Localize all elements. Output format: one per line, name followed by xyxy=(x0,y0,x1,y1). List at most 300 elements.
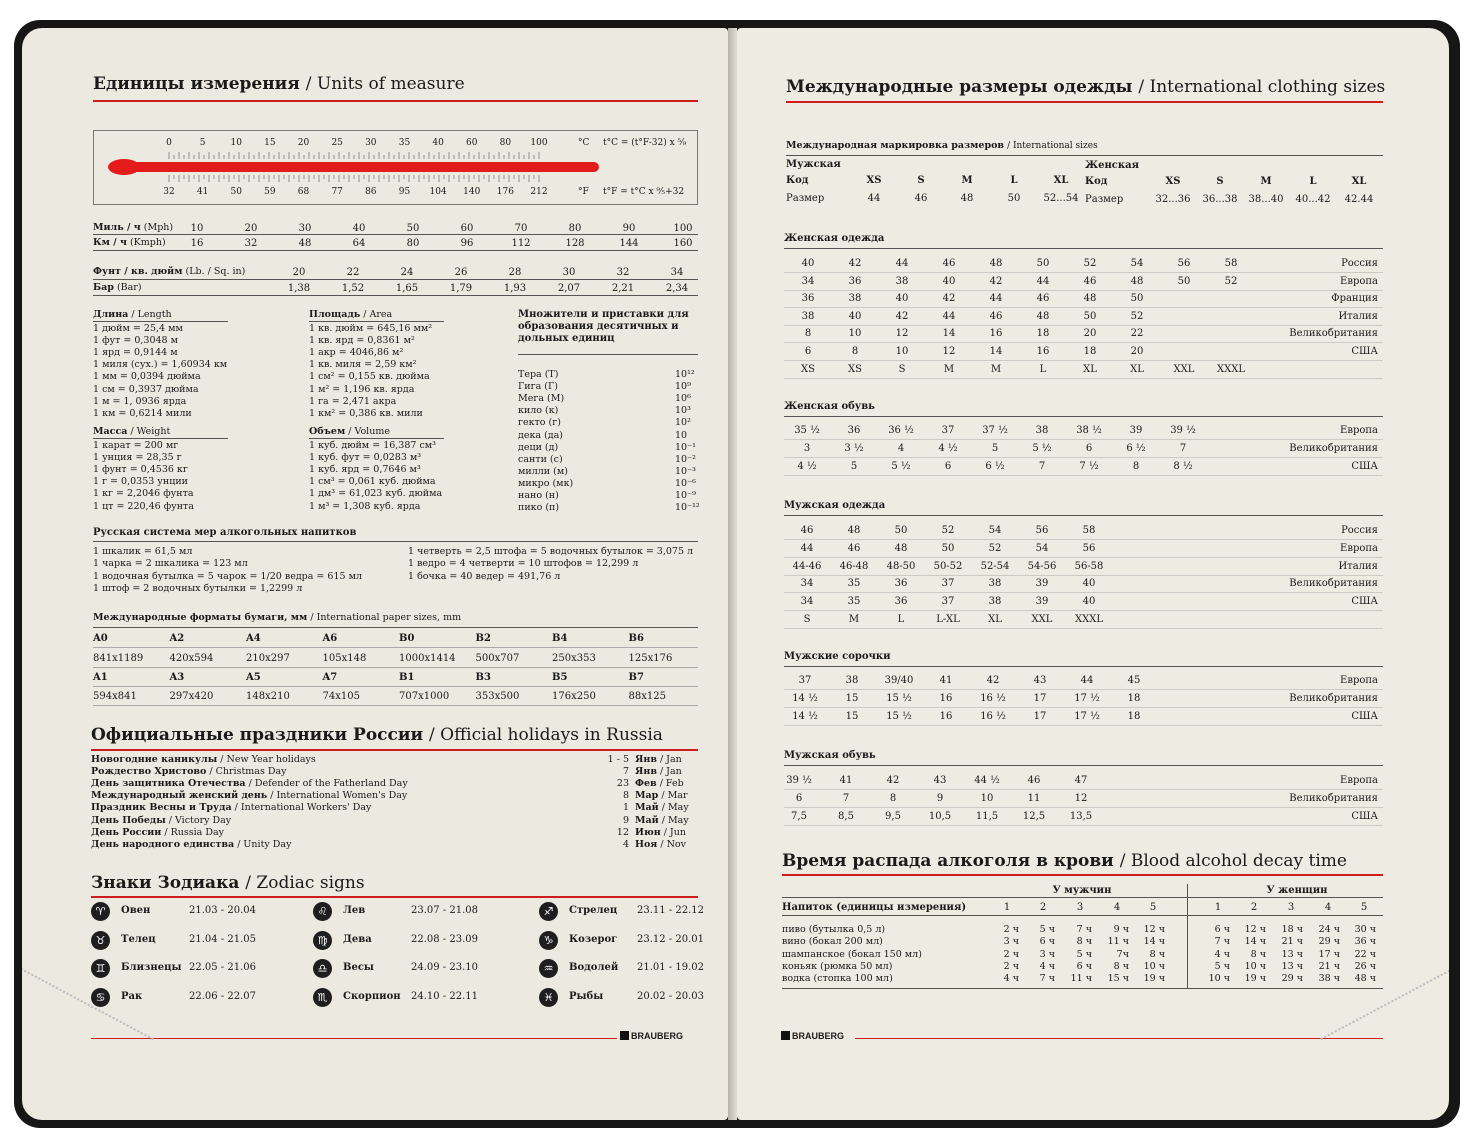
zodiac-dates: 21.03 - 20.04 xyxy=(189,905,256,916)
rule xyxy=(782,988,1383,989)
size-value: 50 xyxy=(1177,275,1191,287)
size-value: 48-50 xyxy=(886,560,916,572)
celsius-tick-label: 100 xyxy=(530,138,548,148)
size-value: 16 xyxy=(989,328,1003,340)
size-code: M xyxy=(1260,176,1272,187)
men-size: 44 xyxy=(867,193,881,204)
size-value: 37 ½ xyxy=(982,425,1008,436)
paper-cell: A0 xyxy=(93,633,108,644)
prefix-name: Гига (Г) xyxy=(518,381,558,393)
country-label: Великобритания xyxy=(1289,328,1378,340)
prefix-factor: 10⁻¹² xyxy=(675,502,700,514)
list-item: 1 акр = 4046,86 м² xyxy=(309,347,404,359)
fahrenheit-formula: t°F = t°C x ⁹⁄₅+32 xyxy=(603,187,685,197)
size-value: 6 xyxy=(944,461,952,472)
paper-cell: 176x250 xyxy=(552,691,596,702)
zodiac-name: Лев xyxy=(343,905,366,916)
zodiac-sign-icon: ♑ xyxy=(539,931,558,950)
zodiac-sign-icon: ♉ xyxy=(91,931,110,950)
red-rule xyxy=(91,1038,617,1039)
size-value: 37 xyxy=(941,578,955,590)
rule xyxy=(784,439,1383,440)
month-ru: Янв xyxy=(635,766,657,778)
kmph-label: Км / ч (Kmph) xyxy=(93,237,166,248)
size-value: 14 xyxy=(942,328,956,340)
zodiac-dates: 22.06 - 22.07 xyxy=(189,990,256,1002)
kmph-value: 32 xyxy=(244,238,258,249)
prefix-name: нано (н) xyxy=(518,490,559,501)
size-value: 46 xyxy=(1036,293,1050,305)
country-label: Европа xyxy=(1340,425,1378,436)
size-value: 42 xyxy=(942,293,956,305)
celsius-tick-label: 40 xyxy=(432,138,444,148)
paper-cell: 420x594 xyxy=(169,653,214,664)
rule xyxy=(784,416,1383,417)
women-time: 24 ч xyxy=(1318,924,1340,935)
list-item: 1 мм = 0,0394 дюйма xyxy=(93,371,201,383)
holiday-month xyxy=(635,754,682,765)
list-item: 1 кв. ярд = 0,8361 м² xyxy=(309,335,415,347)
list-item: 1 га = 2,471 акра xyxy=(309,395,397,407)
size-value: 16 xyxy=(1036,346,1050,357)
prefix-name: микро (мк) xyxy=(518,477,574,489)
men-header: У мужчин xyxy=(1052,885,1112,896)
size-value: 44 xyxy=(800,542,814,554)
count-header: 4 xyxy=(1324,902,1332,913)
fahrenheit-tick-label: 50 xyxy=(230,187,242,197)
blood-heading: Время распада алкоголя в крови / Blood alcohol decay time xyxy=(782,851,1347,871)
men-time: 5 ч xyxy=(1039,924,1055,935)
zodiac-heading: Знаки Зодиака / Zodiac signs xyxy=(91,873,365,893)
mph-value: 100 xyxy=(673,223,693,234)
size-value: 37 xyxy=(798,675,812,686)
size-value: 54 xyxy=(1035,542,1049,554)
brand-logo: BRAUBERG xyxy=(620,1031,683,1041)
rule xyxy=(784,515,1383,516)
size-value: 6 xyxy=(1085,443,1093,454)
size-value: 7 xyxy=(842,793,850,804)
size-value: 39 xyxy=(1035,578,1049,590)
women-time: 8 ч xyxy=(1250,948,1266,960)
country-label: Европа xyxy=(1340,275,1378,287)
size-value: 35 xyxy=(847,578,861,590)
drink-label: Напиток (единицы измерения) xyxy=(782,902,967,913)
country-label: США xyxy=(1351,711,1378,722)
country-label: США xyxy=(1351,461,1378,472)
rule xyxy=(784,765,1383,766)
holiday-ru: День народного единства xyxy=(91,838,235,850)
size-value: 47 xyxy=(1074,775,1088,786)
country-label: Великобритания xyxy=(1289,578,1378,590)
brand-logo: BRAUBERG xyxy=(781,1031,844,1041)
kmph-value: 160 xyxy=(673,238,693,249)
rule xyxy=(784,789,1383,790)
zodiac-sign-icon: ♐ xyxy=(539,902,558,921)
month-ru: Май xyxy=(635,802,659,814)
month-ru: Май xyxy=(635,814,659,826)
rule xyxy=(784,557,1383,558)
size-value: XXXL xyxy=(1075,614,1103,625)
list-item: 1 см² = 0,155 кв. дюйма xyxy=(309,371,430,383)
size-value: 38 xyxy=(988,596,1002,608)
men-size: 52...54 xyxy=(1043,193,1079,204)
size-value: 8 xyxy=(889,793,897,804)
size-value: 6 ½ xyxy=(985,461,1005,472)
list-item: 1 куб. фут = 0,0283 м³ xyxy=(309,452,422,464)
size-value: 48 xyxy=(894,542,908,554)
prefix-name: гекто (г) xyxy=(518,417,561,429)
mph-label: Миль / ч (Mph) xyxy=(93,222,174,233)
month-en: / May xyxy=(658,814,689,826)
holiday-name xyxy=(91,754,316,765)
list-item: 1 дм³ = 61,023 куб. дюйма xyxy=(309,488,443,500)
paper-cell: A1 xyxy=(93,672,108,683)
size-value: 12 xyxy=(942,346,956,357)
size-value: 15 ½ xyxy=(886,711,912,722)
size-value: 39 ½ xyxy=(786,775,812,786)
country-label: США xyxy=(1351,346,1378,357)
size-value: 36 ½ xyxy=(888,425,914,436)
rule xyxy=(93,705,698,706)
list-item: 1 карат = 200 мг xyxy=(93,440,179,451)
women-time: 10 ч xyxy=(1208,973,1230,985)
list-item: 1 водочная бутылка = 5 чарок = 1/20 ведра = 615 мл xyxy=(93,570,362,582)
prefix-factor: 10 xyxy=(675,429,688,441)
celsius-unit: °C xyxy=(578,138,590,148)
size-label: Размер xyxy=(1085,194,1124,205)
size-code: S xyxy=(917,175,925,186)
size-value: XL xyxy=(988,614,1002,625)
country-label: Италия xyxy=(1338,560,1378,572)
size-value: 46 xyxy=(800,525,814,536)
month-ru: Июн xyxy=(635,826,661,838)
size-value: 17 ½ xyxy=(1074,711,1100,722)
size-value: 38 xyxy=(1035,425,1049,436)
size-value: S xyxy=(898,363,906,375)
psi-value: 22 xyxy=(346,267,360,278)
size-value: 37 xyxy=(941,425,955,436)
mph-value: 20 xyxy=(244,223,258,234)
paper-cell: B6 xyxy=(628,633,644,644)
size-code: XS xyxy=(866,175,882,186)
rule xyxy=(309,438,444,439)
size-value: 38 xyxy=(848,293,862,305)
bar-value: 2,34 xyxy=(665,283,689,294)
size-value: 40 xyxy=(895,293,909,305)
holiday-day: 9 xyxy=(622,814,629,826)
size-value: 14 ½ xyxy=(792,711,818,722)
size-code: XS xyxy=(1165,176,1181,187)
rule xyxy=(784,825,1383,826)
size-value: 6 xyxy=(804,346,812,357)
rule xyxy=(93,279,698,280)
red-rule xyxy=(91,896,698,898)
men-time: 15 ч xyxy=(1107,973,1129,985)
fahrenheit-tick-label: 41 xyxy=(196,187,209,197)
women-size: 38...40 xyxy=(1248,194,1284,205)
size-value: XS xyxy=(801,363,815,375)
women-time: 21 ч xyxy=(1281,936,1303,948)
list-item: 1 г = 0,0353 унции xyxy=(93,476,188,488)
count-header: 5 xyxy=(1360,902,1368,913)
left-page xyxy=(22,28,728,1120)
rule xyxy=(784,575,1383,576)
rule xyxy=(93,250,698,251)
women-label: Женская xyxy=(1085,160,1139,171)
size-value: 40 xyxy=(848,310,862,322)
column-divider xyxy=(1187,884,1188,989)
men-time: 4 ч xyxy=(1003,973,1019,985)
psi-value: 20 xyxy=(292,267,306,278)
holiday-month xyxy=(635,815,689,826)
thermometer-bulb xyxy=(108,159,140,175)
kmph-value: 112 xyxy=(511,238,531,249)
psi-value: 30 xyxy=(562,267,576,278)
size-value: 11,5 xyxy=(975,811,999,822)
women-size: 40...42 xyxy=(1295,194,1331,205)
zodiac-name: Овен xyxy=(121,905,151,916)
zodiac-name: Дева xyxy=(343,933,372,945)
size-code: M xyxy=(961,175,973,186)
clothing-heading: Международные размеры одежды / International clothing sizes xyxy=(786,77,1386,97)
women-time: 21 ч xyxy=(1318,960,1340,972)
paper-cell: B0 xyxy=(399,633,415,644)
men-size: 48 xyxy=(960,193,974,204)
size-value: 50 xyxy=(1083,310,1097,322)
women-time: 18 ч xyxy=(1281,924,1303,935)
men-time: 19 ч xyxy=(1143,973,1165,985)
celsius-tick-label: 10 xyxy=(230,138,242,148)
women-time: 14 ч xyxy=(1244,936,1266,948)
size-value: 41 xyxy=(839,775,853,786)
rule xyxy=(784,539,1383,540)
size-value: 58 xyxy=(1082,525,1096,536)
size-value: 5 ½ xyxy=(1032,443,1052,454)
count-header: 5 xyxy=(1149,902,1157,913)
list-item: 1 кг = 2,2046 фунта xyxy=(93,488,194,500)
red-rule xyxy=(786,101,1383,103)
count-header: 2 xyxy=(1250,902,1258,913)
kmph-value: 96 xyxy=(460,238,474,249)
fahrenheit-tick-label: 68 xyxy=(297,187,310,197)
size-value: 50 xyxy=(941,542,955,554)
size-value: 42 xyxy=(886,775,900,786)
paper-cell: 148x210 xyxy=(246,691,290,702)
size-value: 56 xyxy=(1082,542,1096,554)
size-value: 5 ½ xyxy=(891,461,911,472)
size-value: 52 xyxy=(1130,310,1144,322)
holiday-en: / New Year holidays xyxy=(217,754,316,765)
men-time: 11 ч xyxy=(1107,936,1129,948)
size-value: 6 ½ xyxy=(1126,443,1146,454)
fahrenheit-unit: °F xyxy=(578,187,589,197)
mph-value: 80 xyxy=(568,223,582,234)
women-time: 29 ч xyxy=(1318,936,1340,948)
paper-cell: 105x148 xyxy=(322,653,367,664)
size-value: XL xyxy=(1130,363,1144,375)
list-item: 1 чарка = 2 шкалика = 123 мл xyxy=(93,558,248,570)
country-label: Великобритания xyxy=(1289,443,1378,454)
holiday-day: 12 xyxy=(616,826,629,838)
size-value: 14 ½ xyxy=(792,693,818,704)
size-value: 54-56 xyxy=(1027,560,1057,572)
size-value: M xyxy=(943,363,955,375)
rule xyxy=(518,354,698,355)
alcohol-measures-heading: Русская система мер алкогольных напитков xyxy=(93,527,357,538)
size-value: 12 xyxy=(1074,793,1088,804)
women-time: 36 ч xyxy=(1354,936,1376,948)
month-ru: Фев xyxy=(635,778,657,790)
holiday-ru: День Победы xyxy=(91,814,166,826)
size-value: XS xyxy=(848,363,862,375)
zodiac-dates: 24.10 - 22.11 xyxy=(411,990,478,1002)
paper-cell: A4 xyxy=(246,633,261,644)
rule xyxy=(784,378,1383,379)
kmph-value: 48 xyxy=(298,238,312,249)
men-time: 9 ч xyxy=(1113,924,1129,935)
rule xyxy=(784,248,1383,249)
women_clothing-heading: Женская одежда xyxy=(784,233,885,244)
rule xyxy=(93,627,698,628)
zodiac-name: Весы xyxy=(343,962,374,973)
country-label: Франция xyxy=(1331,293,1378,305)
list-item: 1 м³ = 1,308 куб. ярда xyxy=(309,500,421,512)
women-time: 6 ч xyxy=(1214,924,1230,935)
men-time: 7 ч xyxy=(1076,924,1092,935)
women-header: У женщин xyxy=(1266,885,1328,896)
paper-cell: 707x1000 xyxy=(399,691,450,702)
length-heading: Длина / Length xyxy=(93,309,172,320)
mph-value: 10 xyxy=(190,223,204,234)
fahrenheit-tick-label: 59 xyxy=(264,187,276,197)
country-label: Великобритания xyxy=(1289,793,1378,804)
men-time: 2 ч xyxy=(1003,960,1019,972)
rule xyxy=(786,155,1383,156)
prefix-name: деци (д) xyxy=(518,441,559,453)
women-time: 19 ч xyxy=(1244,973,1266,985)
men_clothing-heading: Мужская одежда xyxy=(784,500,886,511)
size-value: 40 xyxy=(801,258,815,269)
women-time: 38 ч xyxy=(1318,973,1340,985)
size-value: 34 xyxy=(800,596,814,608)
holiday-day: 7 xyxy=(622,766,629,778)
prefix-factor: 10⁻⁶ xyxy=(675,477,696,489)
rule xyxy=(93,667,698,668)
women-time: 13 ч xyxy=(1281,948,1303,960)
holiday-en: / Victory Day xyxy=(165,814,232,826)
size-value: 8 xyxy=(851,346,859,357)
list-item: 1 фунт = 0,4536 кг xyxy=(93,464,188,476)
rule xyxy=(93,295,698,296)
size-value: 11 xyxy=(1027,793,1041,804)
paper-cell: B2 xyxy=(475,633,491,644)
list-item: 1 ярд = 0,9144 м xyxy=(93,347,178,359)
size-value: 20 xyxy=(1130,346,1144,357)
zodiac-name: Близнецы xyxy=(121,962,182,973)
size-value: 10 xyxy=(980,793,994,804)
fahrenheit-tick-label: 176 xyxy=(496,187,514,197)
men-size: 50 xyxy=(1007,193,1021,204)
size-value: 46-48 xyxy=(839,560,869,572)
size-value: 40 xyxy=(942,275,956,287)
size-value: 52 xyxy=(988,542,1002,554)
zodiac-sign-icon: ♊ xyxy=(91,959,110,978)
men-time: 8 ч xyxy=(1149,948,1165,960)
mph-value: 60 xyxy=(460,223,474,234)
thermometer-box xyxy=(93,130,698,205)
size-value: 54 xyxy=(988,525,1002,536)
size-value: 8 xyxy=(804,328,812,340)
psi-value: 34 xyxy=(670,267,684,278)
prefix-name: милли (м) xyxy=(518,465,568,477)
count-header: 1 xyxy=(1003,902,1011,913)
women_shoes-heading: Женская обувь xyxy=(784,401,875,412)
prefix-factor: 10⁻² xyxy=(675,453,696,465)
size-value: 17 xyxy=(1033,711,1047,722)
list-item: 1 цт = 220,46 фунта xyxy=(93,500,194,512)
size-value: 14 xyxy=(989,346,1003,357)
fahrenheit-tick-label: 104 xyxy=(429,187,447,197)
red-rule xyxy=(91,749,698,751)
list-item: 1 м² = 1,196 кв. ярда xyxy=(309,383,415,395)
bar-value: 2,21 xyxy=(611,283,635,294)
size-value: 50 xyxy=(1036,258,1050,269)
count-header: 3 xyxy=(1287,902,1295,913)
size-value: 38 xyxy=(895,275,909,287)
size-code: XL xyxy=(1351,176,1367,187)
count-header: 4 xyxy=(1113,902,1121,913)
prefix-factor: 10³ xyxy=(675,405,691,417)
men-time: 8 ч xyxy=(1113,960,1129,972)
paper-cell: A3 xyxy=(169,672,185,683)
women-time: 17 ч xyxy=(1318,948,1340,960)
size-value: 46 xyxy=(1027,775,1041,786)
size-value: 39/40 xyxy=(884,675,914,686)
size-value: 5 xyxy=(850,461,858,472)
celsius-tick-label: 5 xyxy=(199,138,206,148)
size-value: L-XL xyxy=(936,614,960,625)
size-value: 46 xyxy=(847,542,861,554)
size-value: 50 xyxy=(1130,293,1144,305)
code-label: Код xyxy=(786,175,809,186)
size-value: 16 ½ xyxy=(980,711,1006,722)
size-value: 38 xyxy=(845,675,859,686)
rule xyxy=(784,307,1383,308)
fahrenheit-tick-label: 95 xyxy=(398,187,411,197)
holiday-month xyxy=(635,827,686,838)
size-code: L xyxy=(1010,175,1018,186)
paper-cell: 210x297 xyxy=(246,653,290,664)
rule xyxy=(782,915,1383,916)
rule xyxy=(784,628,1383,629)
zodiac-name: Водолей xyxy=(569,962,619,973)
rule xyxy=(784,475,1383,476)
size-value: 38 xyxy=(988,578,1002,590)
size-code: XL xyxy=(1053,175,1069,186)
size-value: 48 xyxy=(847,525,861,536)
size-value: 40 xyxy=(1082,596,1096,608)
rule xyxy=(784,807,1383,808)
prefix-name: кило (к) xyxy=(518,405,559,417)
women-time: 26 ч xyxy=(1354,960,1376,972)
mph-value: 70 xyxy=(514,223,528,234)
list-item: 1 куб. ярд = 0,7646 м³ xyxy=(309,464,421,476)
men-time: 2 ч xyxy=(1003,924,1019,935)
women-time: 5 ч xyxy=(1214,960,1230,972)
women-size: 42.44 xyxy=(1344,194,1374,205)
men-time: 10 ч xyxy=(1143,960,1165,972)
prefix-name: санти (с) xyxy=(518,453,563,465)
